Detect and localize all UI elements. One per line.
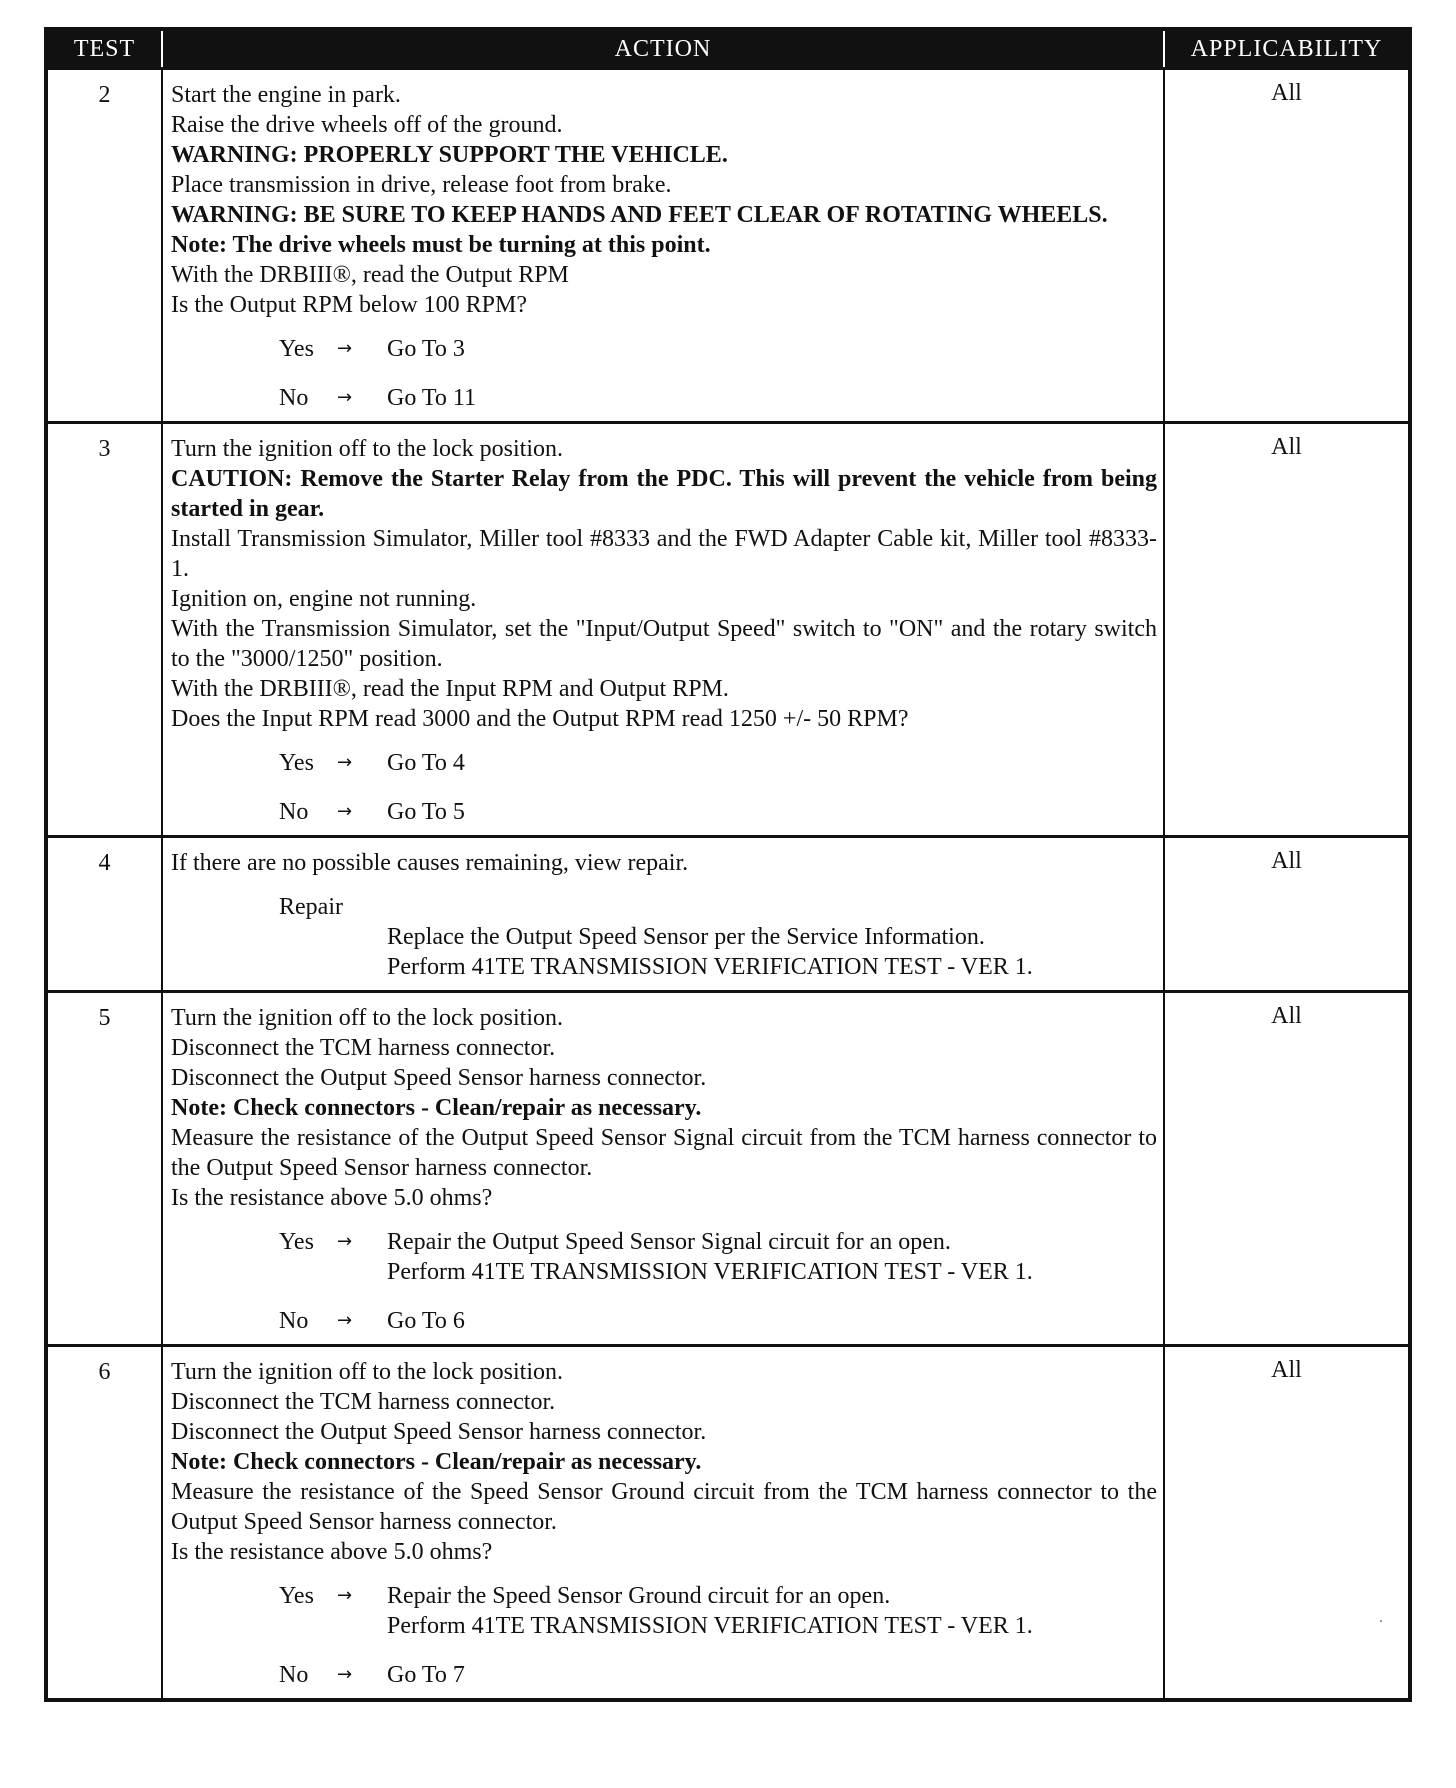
repair-line: Replace the Output Speed Sensor per the Service Information. bbox=[387, 924, 985, 950]
repair-instructions bbox=[387, 922, 1157, 982]
action-step: Is the resistance above 5.0 ohms? bbox=[171, 1539, 493, 1565]
arrow-right-icon: → bbox=[337, 1585, 353, 1606]
arrow-right-icon: → bbox=[337, 1231, 353, 1252]
choice-result bbox=[387, 1660, 465, 1690]
choice-result-line: Go To 6 bbox=[387, 1308, 465, 1334]
action-step: With the DRBIII®, read the Output RPM bbox=[171, 262, 569, 288]
arrow-right-icon: → bbox=[337, 338, 353, 359]
choice-no bbox=[279, 797, 1157, 827]
table-row bbox=[46, 992, 1410, 1346]
header-test: TEST bbox=[46, 29, 162, 69]
choice-result bbox=[387, 748, 465, 778]
table-row bbox=[46, 423, 1410, 837]
action-step: Place transmission in drive, release foot from brake. bbox=[171, 172, 672, 198]
action-step: Is the resistance above 5.0 ohms? bbox=[171, 1185, 493, 1211]
choice-result bbox=[387, 1227, 1033, 1287]
action-cell bbox=[162, 1346, 1164, 1701]
action-step: Disconnect the TCM harness connector. bbox=[171, 1389, 556, 1415]
action-step: Measure the resistance of the Speed Sensor Ground circuit from the TCM harness connector to the Output Speed Sensor harness connector. bbox=[171, 1479, 1157, 1535]
test-number: 2 bbox=[46, 69, 162, 423]
action-cell bbox=[162, 69, 1164, 423]
action-step: Disconnect the Output Speed Sensor harness connector. bbox=[171, 1065, 707, 1091]
applicability-value: All bbox=[1164, 69, 1410, 423]
choice-answer: Yes bbox=[279, 336, 314, 362]
choice-yes bbox=[279, 748, 1157, 778]
repair-block bbox=[279, 892, 1157, 982]
choice-no bbox=[279, 383, 1157, 413]
test-table bbox=[44, 27, 1412, 1702]
answer-choices bbox=[279, 748, 1157, 827]
applicability-value: All bbox=[1164, 992, 1410, 1346]
action-note: Note: The drive wheels must be turning at this point. bbox=[171, 232, 711, 258]
choice-answer: No bbox=[279, 1308, 309, 1334]
header-applicability: APPLICABILITY bbox=[1164, 29, 1410, 69]
action-note: WARNING: PROPERLY SUPPORT THE VEHICLE. bbox=[171, 142, 728, 168]
action-step: Raise the drive wheels off of the ground. bbox=[171, 112, 563, 138]
choice-result bbox=[387, 1581, 1033, 1641]
choice-result-line: Go To 11 bbox=[387, 385, 476, 411]
choice-result-line: Repair the Speed Sensor Ground circuit for an open. bbox=[387, 1583, 891, 1609]
test-number: 3 bbox=[46, 423, 162, 837]
scan-speck bbox=[1380, 1620, 1382, 1622]
choice-yes bbox=[279, 334, 1157, 364]
choice-answer: No bbox=[279, 385, 309, 411]
choice-yes bbox=[279, 1581, 1157, 1641]
answer-choices bbox=[279, 1227, 1157, 1336]
choice-answer: No bbox=[279, 1662, 309, 1688]
action-step: Turn the ignition off to the lock position. bbox=[171, 1005, 564, 1031]
choice-yes bbox=[279, 1227, 1157, 1287]
test-number: 6 bbox=[46, 1346, 162, 1701]
arrow-right-icon: → bbox=[337, 801, 353, 822]
choice-answer: No bbox=[279, 799, 309, 825]
test-number: 5 bbox=[46, 992, 162, 1346]
action-step: Disconnect the Output Speed Sensor harness connector. bbox=[171, 1419, 707, 1445]
applicability-value: All bbox=[1164, 837, 1410, 992]
choice-result bbox=[387, 797, 465, 827]
choice-result-line: Perform 41TE TRANSMISSION VERIFICATION TEST - VER 1. bbox=[387, 1259, 1033, 1285]
choice-result-line: Go To 7 bbox=[387, 1662, 465, 1688]
choice-result-line: Go To 4 bbox=[387, 750, 465, 776]
action-step: With the Transmission Simulator, set the "Input/Output Speed" switch to "ON" and the rotary switch to the "3000/1250" position. bbox=[171, 616, 1157, 672]
test-number: 4 bbox=[46, 837, 162, 992]
arrow-right-icon: → bbox=[337, 387, 353, 408]
arrow-right-icon: → bbox=[337, 1310, 353, 1331]
choice-no bbox=[279, 1660, 1157, 1690]
table-row bbox=[46, 1346, 1410, 1701]
choice-result-line: Repair the Output Speed Sensor Signal circuit for an open. bbox=[387, 1229, 951, 1255]
action-step: Turn the ignition off to the lock position. bbox=[171, 1359, 564, 1385]
choice-result-line: Perform 41TE TRANSMISSION VERIFICATION TEST - VER 1. bbox=[387, 1613, 1033, 1639]
choice-answer: Yes bbox=[279, 1583, 314, 1609]
action-step: Disconnect the TCM harness connector. bbox=[171, 1035, 556, 1061]
action-note: CAUTION: Remove the Starter Relay from the PDC. This will prevent the vehicle from being started in gear. bbox=[171, 466, 1157, 522]
applicability-value: All bbox=[1164, 1346, 1410, 1701]
repair-line: Perform 41TE TRANSMISSION VERIFICATION TEST - VER 1. bbox=[387, 954, 1033, 980]
action-step: With the DRBIII®, read the Input RPM and Output RPM. bbox=[171, 676, 729, 702]
action-step: Is the Output RPM below 100 RPM? bbox=[171, 292, 528, 318]
choice-result bbox=[387, 1306, 465, 1336]
choice-result bbox=[387, 334, 465, 364]
choice-no bbox=[279, 1306, 1157, 1336]
arrow-right-icon: → bbox=[337, 1664, 353, 1685]
table-row bbox=[46, 837, 1410, 992]
action-step: Turn the ignition off to the lock position. bbox=[171, 436, 564, 462]
header-action: ACTION bbox=[162, 29, 1164, 69]
action-note: Note: Check connectors - Clean/repair as necessary. bbox=[171, 1449, 702, 1475]
action-step: Ignition on, engine not running. bbox=[171, 586, 477, 612]
answer-choices bbox=[279, 334, 1157, 413]
action-note: WARNING: BE SURE TO KEEP HANDS AND FEET CLEAR OF ROTATING WHEELS. bbox=[171, 202, 1108, 228]
answer-choices bbox=[279, 1581, 1157, 1690]
diagnostic-test-table bbox=[44, 27, 1408, 1702]
action-step: Does the Input RPM read 3000 and the Output RPM read 1250 +/- 50 RPM? bbox=[171, 706, 909, 732]
choice-result bbox=[387, 383, 476, 413]
choice-answer: Yes bbox=[279, 1229, 314, 1255]
repair-label: Repair bbox=[279, 894, 343, 920]
choice-answer: Yes bbox=[279, 750, 314, 776]
action-step: If there are no possible causes remaining, view repair. bbox=[171, 850, 689, 876]
table-header bbox=[46, 29, 1410, 69]
action-cell bbox=[162, 992, 1164, 1346]
action-cell bbox=[162, 837, 1164, 992]
action-step: Measure the resistance of the Output Speed Sensor Signal circuit from the TCM harness connector to the Output Speed Sensor harness connector. bbox=[171, 1125, 1157, 1181]
table-row bbox=[46, 69, 1410, 423]
arrow-right-icon: → bbox=[337, 752, 353, 773]
choice-result-line: Go To 5 bbox=[387, 799, 465, 825]
table-body bbox=[46, 69, 1410, 1701]
choice-result-line: Go To 3 bbox=[387, 336, 465, 362]
applicability-value: All bbox=[1164, 423, 1410, 837]
action-note: Note: Check connectors - Clean/repair as necessary. bbox=[171, 1095, 702, 1121]
action-cell bbox=[162, 423, 1164, 837]
action-step: Start the engine in park. bbox=[171, 82, 401, 108]
action-step: Install Transmission Simulator, Miller tool #8333 and the FWD Adapter Cable kit, Miller tool #8333-1. bbox=[171, 526, 1157, 582]
